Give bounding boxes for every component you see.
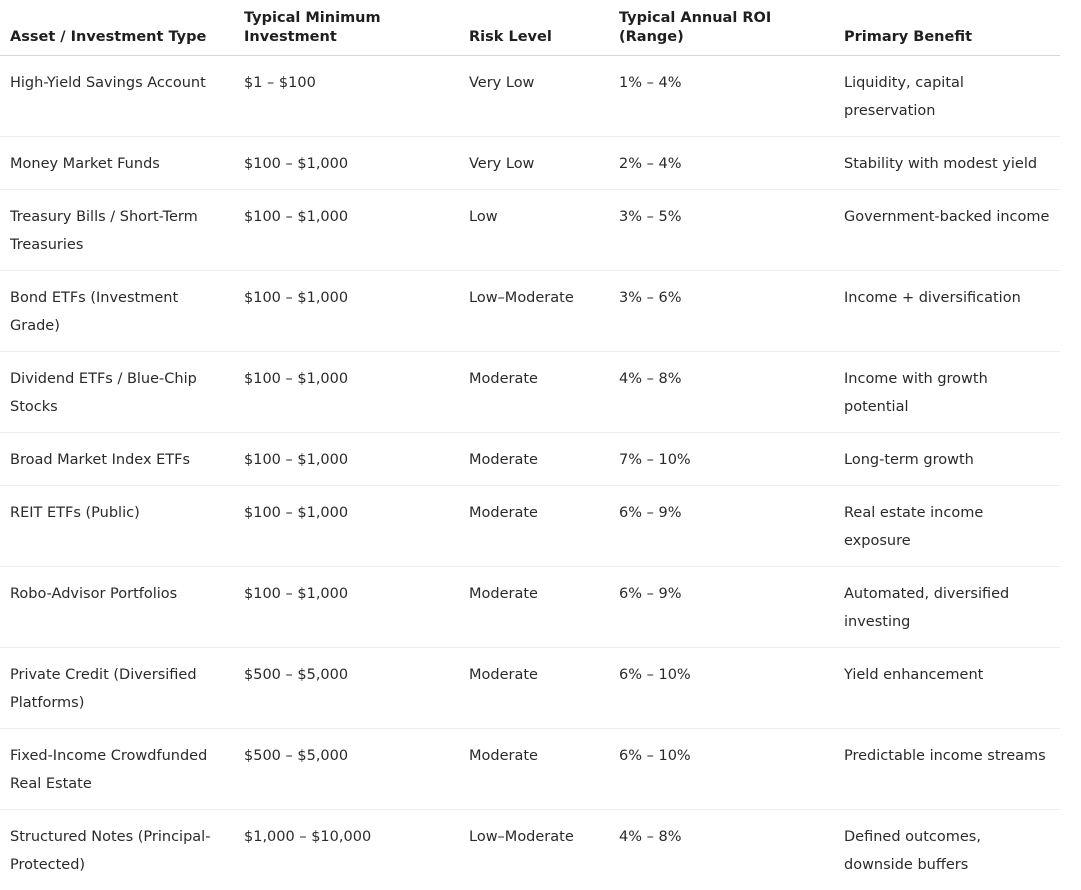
table-row xyxy=(0,56,1060,137)
table-body xyxy=(0,56,1060,890)
cell-risk-level: Very Low xyxy=(459,137,609,190)
cell-minimum-investment: $100 – $1,000 xyxy=(234,567,459,648)
header-primary-benefit: Primary Benefit xyxy=(834,0,1060,56)
cell-minimum-investment: $100 – $1,000 xyxy=(234,190,459,271)
cell-asset-type: Private Credit (Diversified Platforms) xyxy=(0,648,234,729)
cell-asset-type: Money Market Funds xyxy=(0,137,234,190)
cell-primary-benefit: Defined outcomes, downside buffers xyxy=(834,810,1060,890)
table-row xyxy=(0,729,1060,810)
cell-minimum-investment: $100 – $1,000 xyxy=(234,271,459,352)
cell-risk-level: Moderate xyxy=(459,352,609,433)
cell-annual-roi: 4% – 8% xyxy=(609,352,834,433)
table-row xyxy=(0,190,1060,271)
table-row xyxy=(0,648,1060,729)
cell-asset-type: Robo-Advisor Portfolios xyxy=(0,567,234,648)
cell-asset-type: High-Yield Savings Account xyxy=(0,56,234,137)
header-annual-roi: Typical Annual ROI (Range) xyxy=(609,0,834,56)
cell-annual-roi: 3% – 6% xyxy=(609,271,834,352)
cell-annual-roi: 2% – 4% xyxy=(609,137,834,190)
cell-annual-roi: 4% – 8% xyxy=(609,810,834,890)
cell-asset-type: Bond ETFs (Investment Grade) xyxy=(0,271,234,352)
cell-asset-type: Fixed-Income Crowdfunded Real Estate xyxy=(0,729,234,810)
cell-minimum-investment: $1 – $100 xyxy=(234,56,459,137)
cell-annual-roi: 7% – 10% xyxy=(609,433,834,486)
header-minimum-investment: Typical Minimum Investment xyxy=(234,0,459,56)
cell-minimum-investment: $100 – $1,000 xyxy=(234,486,459,567)
cell-risk-level: Very Low xyxy=(459,56,609,137)
header-row xyxy=(0,0,1060,56)
cell-risk-level: Moderate xyxy=(459,433,609,486)
cell-minimum-investment: $100 – $1,000 xyxy=(234,433,459,486)
cell-risk-level: Low–Moderate xyxy=(459,271,609,352)
table-row xyxy=(0,486,1060,567)
cell-minimum-investment: $100 – $1,000 xyxy=(234,352,459,433)
cell-risk-level: Moderate xyxy=(459,729,609,810)
cell-asset-type: Dividend ETFs / Blue-Chip Stocks xyxy=(0,352,234,433)
cell-annual-roi: 6% – 9% xyxy=(609,567,834,648)
cell-annual-roi: 1% – 4% xyxy=(609,56,834,137)
cell-annual-roi: 6% – 9% xyxy=(609,486,834,567)
cell-risk-level: Moderate xyxy=(459,567,609,648)
cell-asset-type: Treasury Bills / Short-Term Treasuries xyxy=(0,190,234,271)
cell-minimum-investment: $1,000 – $10,000 xyxy=(234,810,459,890)
cell-primary-benefit: Government-backed income xyxy=(834,190,1060,271)
cell-primary-benefit: Income with growth potential xyxy=(834,352,1060,433)
cell-primary-benefit: Income + diversification xyxy=(834,271,1060,352)
header-asset-type: Asset / Investment Type xyxy=(0,0,234,56)
cell-risk-level: Moderate xyxy=(459,486,609,567)
cell-asset-type: Broad Market Index ETFs xyxy=(0,433,234,486)
cell-minimum-investment: $500 – $5,000 xyxy=(234,729,459,810)
cell-primary-benefit: Yield enhancement xyxy=(834,648,1060,729)
cell-minimum-investment: $100 – $1,000 xyxy=(234,137,459,190)
table-row xyxy=(0,271,1060,352)
table-row xyxy=(0,352,1060,433)
cell-primary-benefit: Predictable income streams xyxy=(834,729,1060,810)
cell-minimum-investment: $500 – $5,000 xyxy=(234,648,459,729)
cell-primary-benefit: Liquidity, capital preservation xyxy=(834,56,1060,137)
cell-annual-roi: 6% – 10% xyxy=(609,648,834,729)
cell-primary-benefit: Stability with modest yield xyxy=(834,137,1060,190)
table-row xyxy=(0,433,1060,486)
cell-primary-benefit: Real estate income exposure xyxy=(834,486,1060,567)
header-risk-level: Risk Level xyxy=(459,0,609,56)
table-row xyxy=(0,810,1060,890)
cell-risk-level: Low xyxy=(459,190,609,271)
cell-risk-level: Moderate xyxy=(459,648,609,729)
table-header xyxy=(0,0,1060,56)
cell-asset-type: Structured Notes (Principal-Protected) xyxy=(0,810,234,890)
cell-asset-type: REIT ETFs (Public) xyxy=(0,486,234,567)
table-row xyxy=(0,567,1060,648)
table-row xyxy=(0,137,1060,190)
cell-primary-benefit: Automated, diversified investing xyxy=(834,567,1060,648)
cell-risk-level: Low–Moderate xyxy=(459,810,609,890)
cell-primary-benefit: Long-term growth xyxy=(834,433,1060,486)
cell-annual-roi: 3% – 5% xyxy=(609,190,834,271)
cell-annual-roi: 6% – 10% xyxy=(609,729,834,810)
